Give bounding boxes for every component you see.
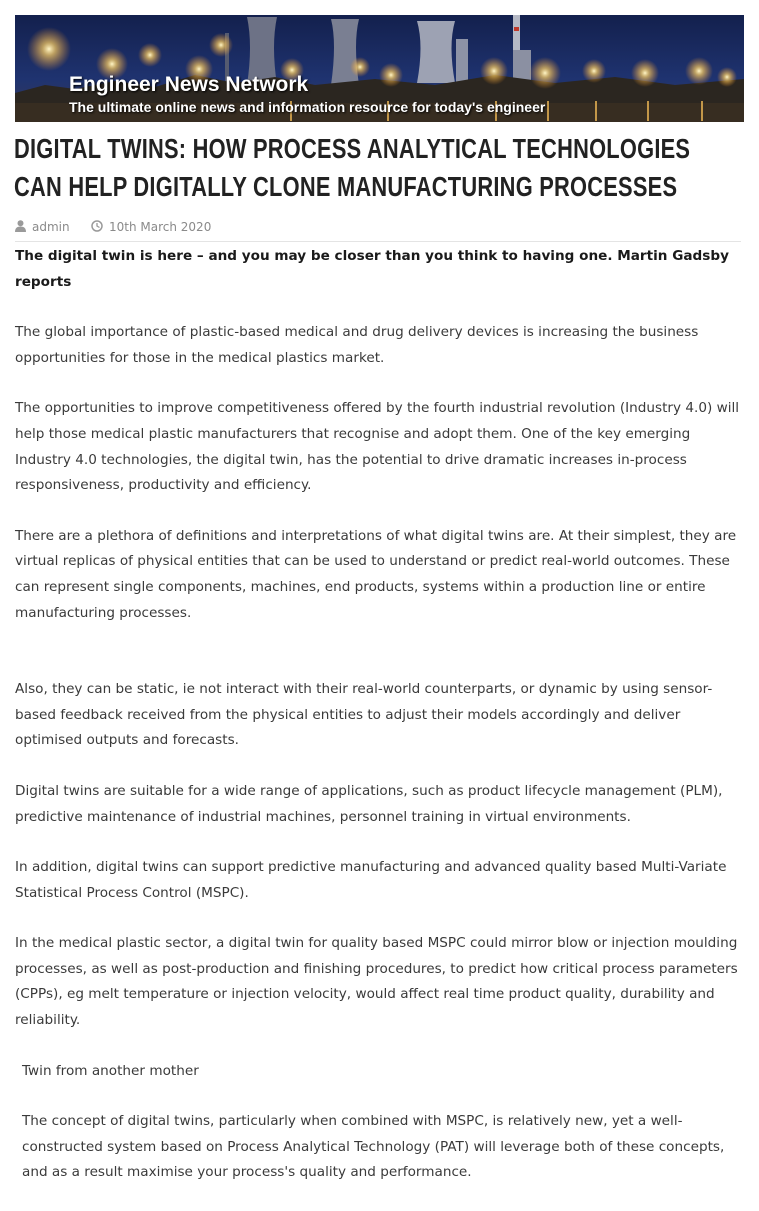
paragraph: In addition, digital twins can support predictive manufacturing and advanced quality based Multi-Variate Statistical Process Control (MSPC). [15,859,727,901]
article-title: DIGITAL TWINS: HOW PROCESS ANALYTICAL TECHNOLOGIES CAN HELP DIGITALLY CLONE MANUFACTURING PROCESSES [14,133,691,202]
paragraph: The opportunities to improve competitiveness offered by the fourth industrial revolution (Industry 4.0) will help those medical plastic manufacturers that recognise and adopt them. One of the key emerging Industry 4.0 technologies, the digital twin, has the potential to drive dramatic increases in-process responsiveness, productivity and efficiency. [15,400,740,494]
publish-date [91,219,211,234]
site-tagline: The ultimate online news and information resource for today's engineer [69,99,546,115]
clock-icon [91,220,103,232]
user-icon [15,220,26,232]
paragraph: The concept of digital twins, particularly when combined with MSPC, is relatively new, yet a well-constructed system based on Process Analytical Technology (PAT) will leverage both of these concepts, and as a result maximise your process's quality and performance. [22,1113,725,1181]
site-title[interactable]: Engineer News Network [69,73,309,96]
paragraph: In the medical plastic sector, a digital twin for quality based MSPC could mirror blow or injection moulding processes, as well as post-production and finishing procedures, to predict how critical process parameters (CPPs), eg melt temperature or injection velocity, would affect real time product quality, durability and reliability. [15,935,738,1029]
publish-date-text: 10th March 2020 [109,219,212,234]
author-name[interactable]: admin [32,219,70,234]
site-header-banner[interactable] [15,15,744,122]
paragraph: There are a plethora of definitions and interpretations of what digital twins are. At their simplest, they are virtual replicas of physical entities that can be used to understand or predict real-world outcomes. These can represent single components, machines, end products, systems within a production line or entire manufacturing processes. [15,527,737,621]
article-meta [15,217,741,242]
paragraph: The global importance of plastic-based medical and drug delivery devices is increasing the business opportunities for those in the medical plastics market. [15,324,699,366]
paragraph: Digital twins are suitable for a wide range of applications, such as product lifecycle management (PLM), predictive maintenance of industrial machines, personnel training in virtual environments. [15,782,723,825]
paragraph: Also, they can be static, ie not interact with their real-world counterparts, or dynamic by using sensor-based feedback received from the physical entities to adjust their models accordingly and deliver optimised outputs and forecasts. [15,681,713,749]
section-subheading: Twin from another mother [22,1062,199,1079]
author-byline[interactable] [15,219,70,234]
article-lead: The digital twin is here – and you may be closer than you think to having one. Martin Gadsby reports [15,248,729,290]
article-body [15,244,741,1211]
